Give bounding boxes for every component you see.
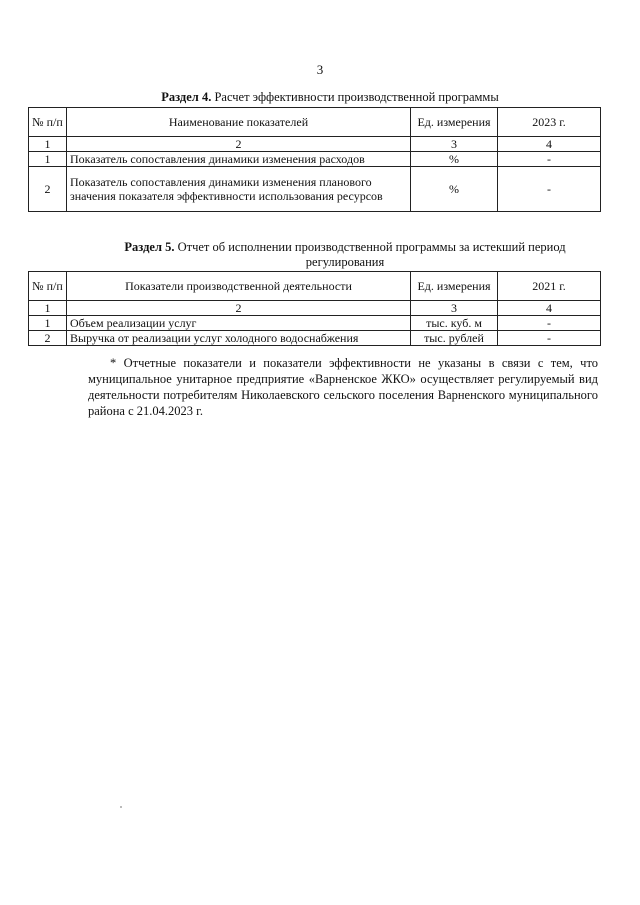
section-5-title <box>100 240 590 270</box>
section-5-title-label: Раздел 5. <box>124 240 175 254</box>
row-unit: тыс. куб. м <box>411 316 498 331</box>
index-cell: 1 <box>29 301 67 316</box>
header-num: № п/п <box>29 272 67 301</box>
row-num: 2 <box>29 331 67 346</box>
row-name: Показатель сопоставления динамики изменения планового значения показателя эффективности использования ресурсов <box>67 167 411 212</box>
row-value: - <box>498 167 601 212</box>
index-cell: 1 <box>29 137 67 152</box>
section-4-title-label: Раздел 4. <box>161 90 212 104</box>
row-num: 1 <box>29 316 67 331</box>
table-row <box>29 167 601 212</box>
index-cell: 4 <box>498 137 601 152</box>
footnote: * Отчетные показатели и показатели эффективности не указаны в связи с тем, что муниципальное унитарное предприятие «Варненское ЖКО» осуществляет регулируемый вид деятельности потребителям Николаевского сельского поселения Варненского муниципального района с 21.04.2023 г. <box>88 356 598 418</box>
row-num: 2 <box>29 167 67 212</box>
header-unit: Ед. измерения <box>411 272 498 301</box>
section-5-title-text: Отчет об исполнении производственной программы за истекший период регулирования <box>174 240 566 269</box>
row-num: 1 <box>29 152 67 167</box>
scan-artifact <box>120 806 122 808</box>
row-unit: % <box>411 167 498 212</box>
row-name: Показатель сопоставления динамики изменения расходов <box>67 152 411 167</box>
index-cell: 3 <box>411 301 498 316</box>
row-name: Выручка от реализации услуг холодного водоснабжения <box>67 331 411 346</box>
section-4-title <box>60 90 600 105</box>
index-cell: 3 <box>411 137 498 152</box>
row-value: - <box>498 331 601 346</box>
index-cell: 4 <box>498 301 601 316</box>
index-cell: 2 <box>67 301 411 316</box>
index-cell: 2 <box>67 137 411 152</box>
header-unit: Ед. измерения <box>411 108 498 137</box>
section-4-table <box>28 107 601 212</box>
section-4-title-text: Расчет эффективности производственной программы <box>211 90 499 104</box>
table-index-row <box>29 137 601 152</box>
table-row <box>29 331 601 346</box>
header-name: Наименование показателей <box>67 108 411 137</box>
table-header-row <box>29 272 601 301</box>
table-index-row <box>29 301 601 316</box>
table-row <box>29 316 601 331</box>
header-year: 2021 г. <box>498 272 601 301</box>
header-year: 2023 г. <box>498 108 601 137</box>
section-5-table <box>28 271 601 346</box>
row-unit: % <box>411 152 498 167</box>
page-number: 3 <box>316 62 324 77</box>
row-unit: тыс. рублей <box>411 331 498 346</box>
table-row <box>29 152 601 167</box>
row-value: - <box>498 316 601 331</box>
header-name: Показатели производственной деятельности <box>67 272 411 301</box>
row-name: Объем реализации услуг <box>67 316 411 331</box>
table-header-row <box>29 108 601 137</box>
row-value: - <box>498 152 601 167</box>
header-num: № п/п <box>29 108 67 137</box>
